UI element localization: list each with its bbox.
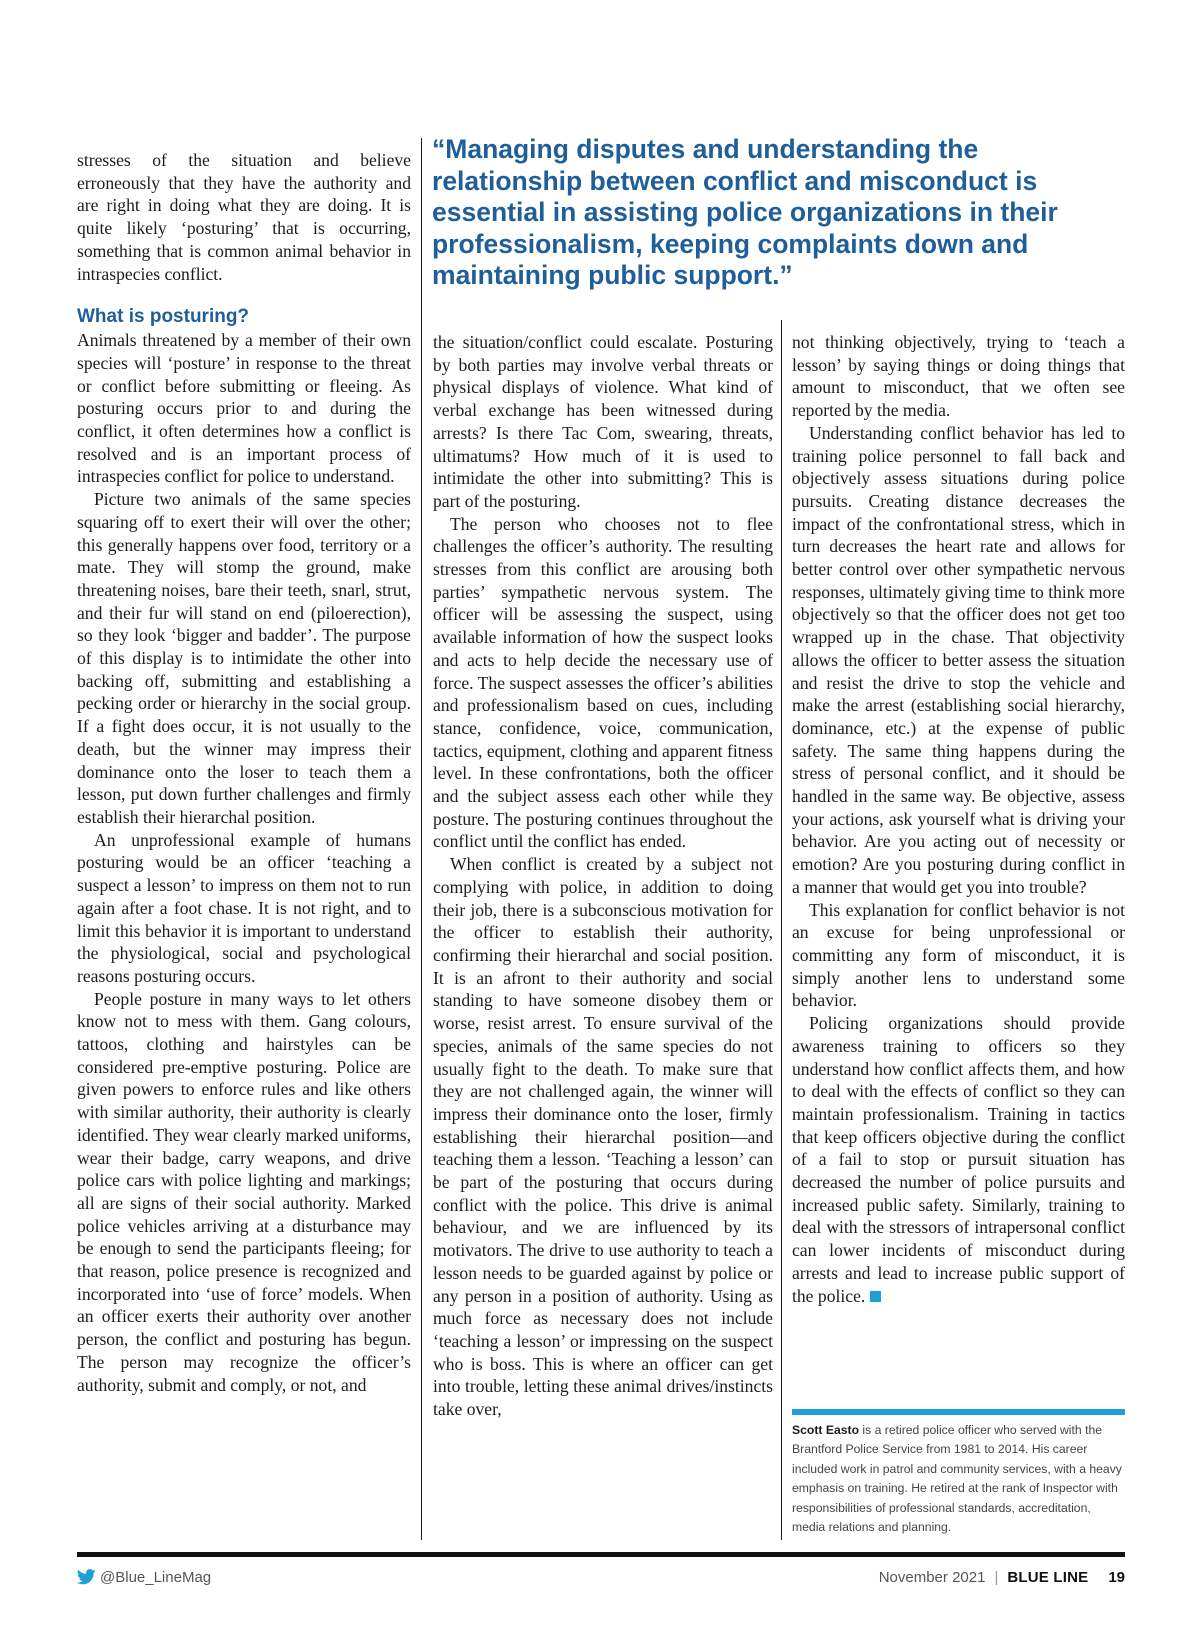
- body-paragraph: This explanation for conflict behavior is not an excuse for being unprofessional or committing any form of misconduct, it is simply another lens to understand some behavior.: [792, 899, 1125, 1011]
- column-divider: [421, 138, 422, 1540]
- footer-social[interactable]: [77, 1567, 211, 1587]
- body-paragraph: The person who chooses not to flee challenges the officer’s authority. The resulting stresses from this conflict are arousing both parties’ sympathetic nervous system. The officer will be assessing the suspect, using available information of how the suspect looks and acts to help decide the necessary use of force. The suspect assesses the officer’s abilities and professionalism based on cues, including stance, confidence, voice, communication, tactics, equipment, clothing and apparent fitness level. In these confrontations, both the officer and the subject assess each other while they posture. The posturing continues throughout the conflict until the conflict has ended.: [433, 513, 773, 852]
- article-column-3: [792, 331, 1125, 1307]
- body-paragraph: An unprofessional example of humans posturing would be an officer ‘teaching a suspect a lesson’ to impress on them not to run again after a foot chase. It is not right, and to limit this behavior it is important to understand the physiological, social and psychological reasons posturing occurs.: [77, 829, 411, 986]
- twitter-handle[interactable]: @Blue_LineMag: [100, 1568, 212, 1586]
- author-bio-text: is a retired police officer who served with the Brantford Police Service from 1981 to 2014. His career included work in patrol and community services, with a heavy emphasis on training. He retired at the rank of Inspector with responsibilities of professional standards, accreditation, media relations and planning.: [792, 1423, 1122, 1535]
- issue-date: November 2021: [878, 1568, 986, 1586]
- body-paragraph: People posture in many ways to let others know not to mess with them. Gang colours, tattoos, clothing and hairstyles can be considered pre-emptive posturing. Police are given powers to enforce rules and like others with similar authority, their authority is clearly identified. They wear clearly marked uniforms, wear their badge, carry weapons, and drive police cars with police lighting and markings; all are signs of their social authority. Marked police vehicles arriving at a disturbance may be enough to send the participants fleeing; for that reason, police presence is recognized and incorporated into ‘use of force’ models. When an officer exerts their authority over another person, the conflict and posturing has begun. The person may recognize the officer’s authority, submit and comply, or not, and: [77, 988, 411, 1395]
- body-paragraph: Picture two animals of the same species squaring off to exert their will over the other; this generally happens over food, territory or a mate. They will stomp the ground, make threatening noises, bare their teeth, snarl, strut, and their fur will stand on end (piloerection), so they look ‘bigger and badder’. The purpose of this display is to intimidate the other into backing off, submitting and establishing a pecking order or hierarchy in the social group. If a fight does occur, it is not usually to the death, but the winner may impress their dominance onto the loser to teach them a lesson, put down further challenges and firmly establish their hierarchal position.: [77, 489, 411, 827]
- body-paragraph: the situation/conflict could escalate. Posturing by both parties may involve verbal threats or physical displays of violence. What kind of verbal exchange has been witnessed during arrests? Is there Tac Com, swearing, threats, ultimatums? How much of it is used to intimidate the other into submitting? This is part of the posturing.: [433, 332, 773, 511]
- body-paragraph: When conflict is created by a subject not complying with police, in addition to doing their job, there is a subconscious motivation for the officer to establish their authority, confirming their hierarchal and social position. It is an afront to their authority and social standing to have someone disobey them or worse, resist arrest. To ensure survival of the species, animals of the same species do not usually fight to the death. To make sure that they are not challenged again, the winner will impress their dominance onto the loser, firmly establishing their hierarchal position—and teaching them a lesson. ‘Teaching a lesson’ can be part of the posturing that occurs during conflict with the police. This drive is animal behaviour, and we are influenced by its motivators. The drive to use authority to teach a lesson needs to be guarded against by police or any person in a position of authority. Using as much force as necessary does not include ‘teaching a lesson’ or impressing on the suspect who is boss. This is where an officer can get into trouble, letting these animal drives/instincts take over,: [433, 854, 773, 1420]
- body-paragraph: Animals threatened by a member of their own species will ‘posture’ in response to the threat or conflict before submitting or fleeing. As posturing occurs prior to and during the conflict, it often determines how a conflict is resolved and is an important process of intraspecies conflict for police to understand.: [77, 330, 411, 487]
- final-paragraph-text: Policing organizations should provide awareness training to officers so they understand how conflict affects them, and how to deal with the effects of conflict so they can maintain professionalism. Training in tactics that keep officers objective during the conflict of a fail to stop or pursuit situation has decreased the number of police pursuits and increased public safety. Similarly, training to deal with the stressors of intrapersonal conflict can lower incidents of misconduct during arrests and lead to increase public support of the police.: [792, 1013, 1125, 1306]
- pull-quote: “Managing disputes and understanding the relationship between conflict and misconduct is essential in assisting police organizations in their professionalism, keeping complaints down and maintaining public support.”: [432, 134, 1058, 290]
- end-mark-icon: [870, 1291, 881, 1302]
- page-folio: [879, 1567, 1125, 1587]
- section-subhead: What is posturing?: [77, 306, 250, 328]
- author-name: Scott Easto: [792, 1423, 860, 1437]
- folio-separator: |: [994, 1568, 999, 1586]
- column-divider: [781, 320, 782, 1540]
- body-paragraph: stresses of the situation and believe erroneously that they have the authority and are right in doing what they are doing. It is quite likely ‘posturing’ that is occurring, something that is common animal behavior in intraspecies conflict.: [77, 150, 411, 284]
- author-bio-rule: [792, 1409, 1125, 1415]
- author-bio: [792, 1421, 1125, 1537]
- magazine-name: BLUE LINE: [1007, 1568, 1089, 1586]
- page-number: 19: [1108, 1568, 1125, 1586]
- body-paragraph: not thinking objectively, trying to ‘teach a lesson’ by saying things or doing things that amount to misconduct, that we often see reported by the media.: [792, 332, 1125, 421]
- article-column-1: [77, 149, 411, 1396]
- twitter-bird-icon: [77, 1569, 96, 1585]
- article-column-2: [433, 331, 773, 1421]
- body-paragraph: Understanding conflict behavior has led to training police personnel to fall back and objectively assess situations during police pursuits. Creating distance decreases the impact of the confrontational stress, which in turn decreases the heart rate and allows for better control over other sympathetic nervous responses, ultimately giving time to think more objectively so that the officer does not get too wrapped up in the chase. That objectivity allows the officer to better assess the situation and resist the drive to stop the vehicle and make the arrest (establishing social hierarchy, dominance, etc.) at the expense of public safety. The same thing happens during the stress of personal conflict, and it should be handled in the same way. Be objective, assess your actions, ask yourself what is driving your behavior. Are you acting out of necessity or emotion? Are you posturing during conflict in a manner that would get you into trouble?: [792, 422, 1125, 897]
- footer-rule: [77, 1552, 1125, 1557]
- body-paragraph: [792, 1012, 1125, 1307]
